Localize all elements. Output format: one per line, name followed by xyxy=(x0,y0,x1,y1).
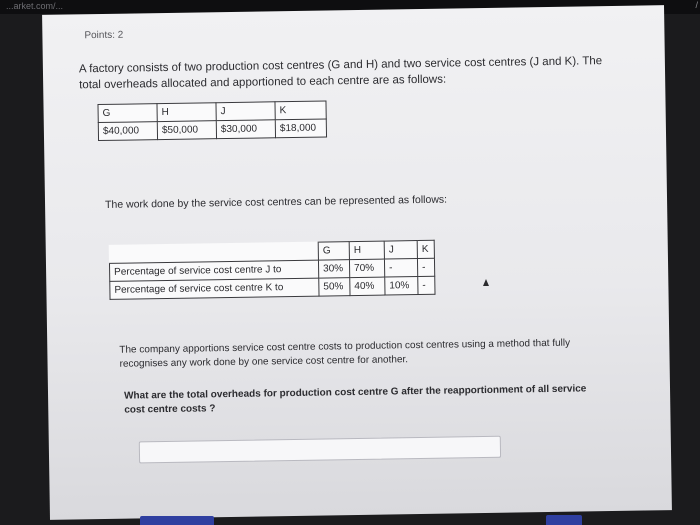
work-row-k-k: - xyxy=(418,276,435,294)
header-cell-h: H xyxy=(157,103,216,122)
method-text: The company apportions service cost centre costs to production cost centres using a method that fully recognises any work done by one service cost centre for another. xyxy=(119,337,571,370)
work-row-j-h: 70% xyxy=(349,259,384,278)
work-row-j-j: - xyxy=(384,259,417,278)
header-cell-k: K xyxy=(275,101,326,120)
work-intro: The work done by the service cost centres can be represented as follows: xyxy=(104,193,448,211)
work-header-h: H xyxy=(349,241,384,260)
previous-button[interactable] xyxy=(140,516,214,525)
mouse-cursor-icon xyxy=(483,279,489,286)
work-done-table xyxy=(109,240,436,300)
work-header-j: J xyxy=(384,241,417,260)
work-row-k-label: Percentage of service cost centre K to xyxy=(110,278,319,299)
next-button[interactable] xyxy=(546,515,582,525)
question-prompt: What are the total overheads for production cost centre G after the reapportionment of all service cost centre costs ? xyxy=(123,383,587,416)
value-cell-k: $18,000 xyxy=(275,119,326,138)
value-cell-j: $30,000 xyxy=(216,120,275,139)
work-row-j-label: Percentage of service cost centre J to xyxy=(109,260,318,281)
value-cell-g: $40,000 xyxy=(98,122,157,141)
work-row-k-h: 40% xyxy=(350,277,385,296)
overheads-value-row xyxy=(98,119,326,141)
work-row-k-g: 50% xyxy=(319,278,350,296)
value-cell-h: $50,000 xyxy=(157,121,216,140)
work-row-j-k: - xyxy=(417,258,434,276)
question-intro: A factory consists of two production cost centres (G and H) and two service cost centres (J and K). The total overheads allocated and apportioned to each centre are as follows: xyxy=(78,55,603,92)
work-row-k-j: 10% xyxy=(385,277,418,296)
work-header-g: G xyxy=(318,242,349,260)
work-row-k xyxy=(110,276,435,299)
header-cell-j: J xyxy=(216,102,275,121)
url-fragment: ...arket.com/... xyxy=(6,1,64,11)
overheads-table xyxy=(97,100,327,141)
work-header-k: K xyxy=(417,240,434,258)
answer-input[interactable] xyxy=(139,436,501,464)
question-screen xyxy=(42,5,672,520)
header-cell-g: G xyxy=(98,104,157,123)
points-label: Points: 2 xyxy=(84,29,124,42)
edge-glyph: / xyxy=(695,0,698,10)
work-row-j-g: 30% xyxy=(318,260,349,278)
